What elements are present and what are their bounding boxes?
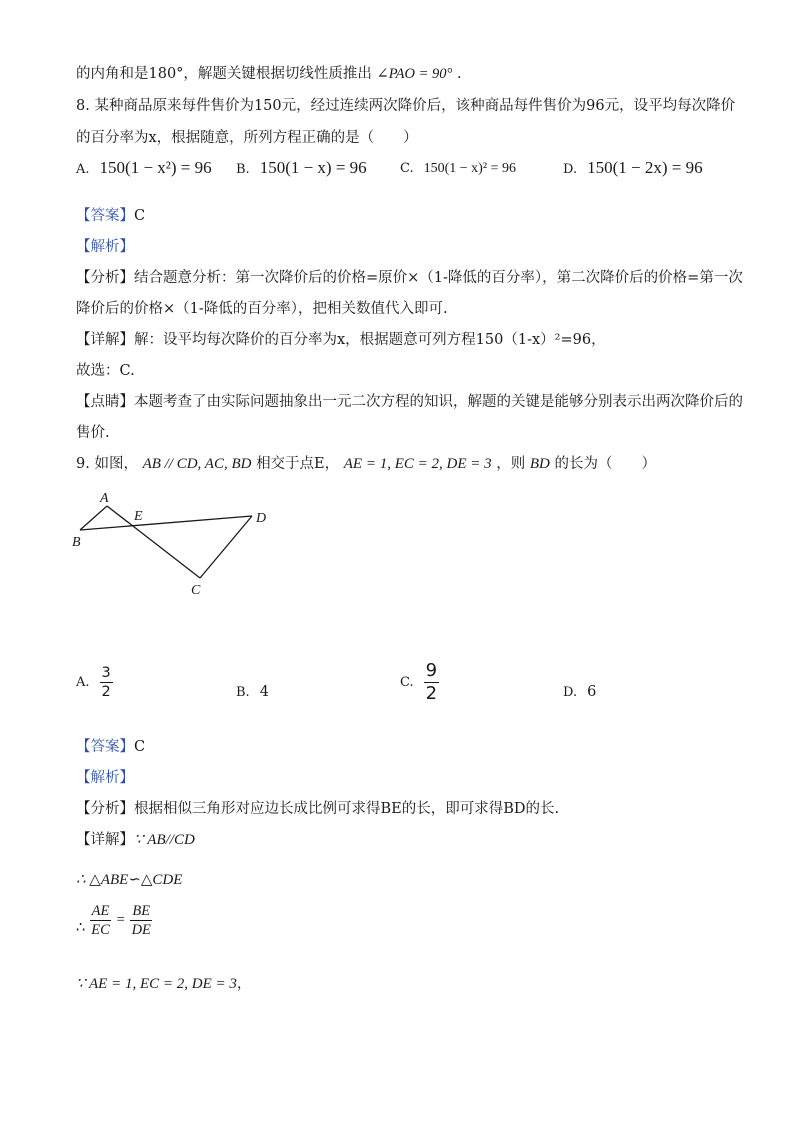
q9-given-line <box>76 972 251 993</box>
intro-text: 的内角和是180°，解题关键根据切线性质推出 <box>76 66 372 82</box>
q8-option-d-formula: 150(1 − 2x) = 96 <box>587 158 703 177</box>
intro-line <box>76 62 462 83</box>
segment-ab <box>80 506 107 530</box>
q9-fenxi-line <box>76 797 559 818</box>
q9-stem <box>76 452 656 473</box>
q9-condition-parallel: AB // CD, AC, BD <box>142 456 252 472</box>
q9-ratio-line <box>76 902 153 939</box>
q8-option-b-formula: 150(1 − x) = 96 <box>259 158 367 177</box>
q8-detail-line <box>76 328 606 349</box>
q9-detail-tag: 【详解】 <box>76 832 134 848</box>
q8-option-c: C. 150(1 − x)² = 96 <box>400 161 516 176</box>
label-d: D <box>256 511 267 526</box>
q8-comment-line2: 售价. <box>76 425 110 441</box>
q8-fenxi-tag: 【分析】 <box>76 270 134 286</box>
q9-geometry-figure <box>70 488 280 598</box>
q9-prefix: 9. 如图， <box>76 456 138 472</box>
label-c: C <box>191 583 201 598</box>
q9-answer-tag: 【答案】 <box>76 739 134 755</box>
q8-stem-line1: 8. 某种商品原来每件售价为150元，经过连续两次降价后，该种商品每件售价为96元，设平均每次降价 <box>76 98 736 114</box>
q8-detail-text: 解：设平均每次降价的百分率为x，根据题意可列方程150（1-x）²=96， <box>134 332 606 348</box>
q9-option-a-fraction: $\frac{3}{2}$ <box>101 665 111 700</box>
q8-answer <box>76 204 145 225</box>
q9-ratio-left: $\frac{AE}{EC}$ <box>91 903 110 938</box>
q9-similar-line <box>76 870 182 889</box>
q9-option-c: C. $\frac{9}{2}$ <box>400 660 438 704</box>
q8-option-c-formula: 150(1 − x)² = 96 <box>423 161 516 176</box>
intro-formula: ∠PAO = 90° <box>376 66 453 82</box>
q8-detail-tag: 【详解】 <box>76 332 134 348</box>
q8-comment-text1: 本题考查了由实际问题抽象出一元二次方程的知识，解题的关键是能够分别表示出两次降价后的 <box>134 394 743 410</box>
q9-option-c-fraction: $\frac{9}{2}$ <box>425 660 438 704</box>
segment-bd <box>80 516 252 530</box>
q9-then: ，则 <box>496 456 526 472</box>
segment-ac <box>107 506 200 578</box>
q9-similar: ∴ △ABE∽△CDE <box>76 872 183 888</box>
q9-therefore-symbol: ∴ <box>76 919 86 936</box>
q8-option-a-formula: 150(1 − x²) = 96 <box>99 158 212 177</box>
q9-target: BD <box>529 456 550 472</box>
label-b: B <box>72 535 81 550</box>
intro-end: . <box>456 66 462 82</box>
q9-fenxi-text: 根据相似三角形对应边长成比例可求得BE的长，即可求得BD的长. <box>134 801 560 817</box>
q8-option-b: B. 150(1 − x) = 96 <box>236 158 367 177</box>
q9-fenxi-tag: 【分析】 <box>76 801 134 817</box>
q9-detail-line <box>76 828 195 849</box>
q9-option-b: B. 4 <box>236 684 269 700</box>
q9-answer-value: C <box>134 739 146 755</box>
q8-fenxi-line2: 降价后的价格×（1-降低的百分率），把相关数值代入即可. <box>76 301 448 317</box>
q9-answer <box>76 735 145 756</box>
q8-fenxi-text1: 结合题意分析：第一次降价后的价格=原价×（1-降低的百分率），第二次降价后的价格=第一次 <box>134 270 743 286</box>
q9-option-d: D. 6 <box>563 684 597 700</box>
q8-option-d: D. 150(1 − 2x) = 96 <box>563 158 703 177</box>
q8-comment-line1 <box>76 390 743 411</box>
q8-answer-value: C <box>134 208 146 224</box>
q8-fenxi-line1 <box>76 266 743 287</box>
segment-cd <box>200 516 252 578</box>
q9-given-lengths: ∵ AE = 1, EC = 2, DE = 3 <box>76 976 237 992</box>
q8-stem-line2: 的百分率为x，根据随意，所列方程正确的是（ ） <box>76 130 418 146</box>
q9-analysis-tag: 【解析】 <box>76 770 134 786</box>
q9-ratio-right: $\frac{BE}{DE}$ <box>131 903 151 938</box>
q8-answer-tag: 【答案】 <box>76 208 134 224</box>
label-a: A <box>100 491 109 506</box>
q9-given-comma: ， <box>236 976 252 992</box>
q9-mid: 相交于点E， <box>256 456 340 472</box>
q8-comment-tag: 【点睛】 <box>76 394 134 410</box>
q9-suffix: 的长为（ ） <box>554 456 656 472</box>
q9-ratio-equals: = <box>115 912 126 928</box>
q9-because-parallel: ∵ AB//CD <box>134 832 195 848</box>
q8-analysis-tag: 【解析】 <box>76 239 134 255</box>
q9-condition-lengths: AE = 1, EC = 2, DE = 3 <box>343 456 492 472</box>
q8-option-a: A. 150(1 − x²) = 96 <box>76 158 212 177</box>
label-e: E <box>134 509 143 524</box>
q8-choose: 故选：C. <box>76 363 135 379</box>
q9-option-a: A. $\frac{3}{2}$ <box>76 665 111 700</box>
